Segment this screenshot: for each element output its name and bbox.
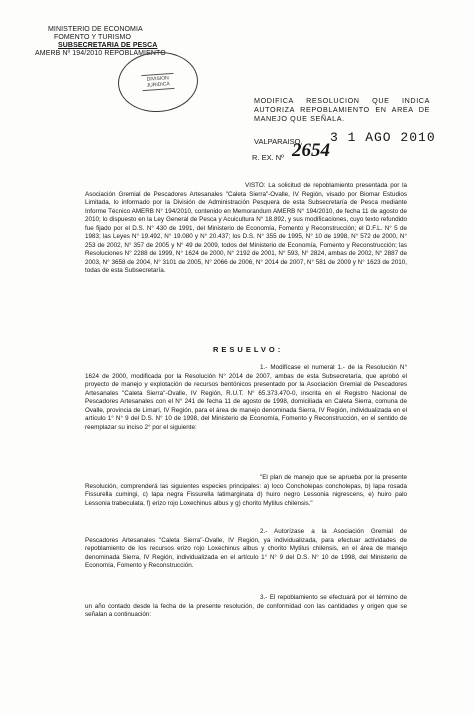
subsecretary-name: SUBSECRETARIA DE PESCA: [58, 42, 158, 49]
resolution-number: 2654: [292, 140, 330, 161]
reference-line: AMERB Nº 194/2010 REPOBLAMIENTO: [35, 50, 166, 57]
visto-paragraph: VISTO: La solicitud de repoblamiento presentada por la Asociación Gremial de Pescadores Artesanales "Caleta Sierra"-Ovalle, IV Región, visado por Biomar Estudios Limitada, lo informado por la División de Administración Pesquera de esta Subsecretaría de Pesca mediante Informe Técnico AMERB N° 194/2010, contenido en Memorandum AMERB N° 194/2010, de fecha 11 de agosto de 2010; lo dispuesto en la Ley General de Pesca y Acuicultura N° 18.892, y sus modificaciones, cuyo texto refundido fue fijado por el D.S. N° 430 de 1991, del Ministerio de Economía, Fomento y Reconstrucción; el D.F.L. N° 5 de 1983; las Leyes N° 19.492, N° 19.080 y N° 20.437; los D.S. N° 355 de 1995, N° 10 de 1998, N° 572 de 2000, N° 253 de 2002, N° 357 de 2005 y N° 49 de 2009, todos del Ministerio de Economía, Fomento y Reconstrucción; las Resoluciones N° 2288 de 1999, N° 1624 de 2000, N° 2192 de 2001, N° 593, N° 2824, ambas de 2002, N° 2887 de 2003, N° 3658 de 2004, N° 3101 de 2005, N° 2066 de 2006, N° 2014 de 2007, N° 581 de 2009 y N° 1623 de 2010, todas de esta Subsecretaría.: [85, 182, 407, 275]
resuelvo-heading: RESUELVO:: [213, 345, 284, 354]
stamp-line-1: DIVISION: [146, 75, 169, 83]
place-label: VALPARAISO,: [254, 137, 303, 146]
quoted-paragraph: "El plan de manejo que se aprueba por la presente Resolución, comprenderá las siguientes especies principales: a) loco Concholepas concholepas, b) lapa rosada Fissurella cumingi, c) lapa negra Fissurella latimarginata d) huiro negro Lessonia nigrescens, e) huiro palo Lessonia trabeculata, f) erizo rojo Loxechinus albus y g) chorito Mytilus chilensis.": [85, 474, 407, 507]
stamp-line-2: JURIDICA: [146, 81, 170, 89]
ministry-name: MINISTERIO DE ECONOMIA: [48, 26, 143, 33]
resolution-label: R. EX. Nº: [252, 153, 284, 162]
document-title: MODIFICA RESOLUCION QUE INDICA AUTORIZA REPOBLAMIENTO EN AREA DE MANEJO QUE SEÑALA.: [254, 96, 430, 123]
resolution-point-2: 2.- Autorízase a la Asociación Gremial de Pescadores Artesanales "Caleta Sierra"-Ovalle, IV Región, ya individualizada, para efectuar actividades de repoblamiento de los recursos erizo rojo Loxechinus albus y chorito Mytilus chilensis, en el área de manejo denominada Sierra, IV Región, individualizada en el artículo 1° N° 9 del D.S. N° 10 de 1998, del Ministerio de Economía, Fomento y Reconstrucción.: [85, 528, 407, 570]
resolution-point-1: 1.- Modifícase el numeral 1.- de la Resolución N° 1624 de 2000, modificada por la Resolución N° 2014 de 2007, ambas de esta Subsecretaría, que aprobó el proyecto de manejo y explotación de recursos bentónicos presentado por la Asociación Gremial de Pescadores Artesanales "Caleta Sierra"-Ovalle, IV Región, R.U.T. N° 65.373.470-0, inscrita en el Registro Nacional de Pescadores Artesanales con el N° 241 de fecha 11 de agosto de 1998, domiciliada en Caleta Sierra, comuna de Ovalle, provincia de Limarí, IV Región, para el área de manejo denominada Sierra, IV Región, individualizada en el artículo 1° N° 9 del D.S. N° 10 de 1998, del Ministerio de Economía, Fomento y Reconstrucción, en el sentido de reemplazar su inciso 2° por el siguiente:: [85, 364, 407, 431]
issue-date: 3 1 AGO 2010: [330, 130, 436, 145]
resolution-point-3: 3.- El repoblamiento se efectuará por el término de un año contado desde la fecha de la presente resolución, de conformidad con las cantidades y origen que se señalan a continuación:: [85, 594, 407, 619]
division-stamp: [116, 49, 200, 114]
ministry-department: FOMENTO Y TURISMO: [54, 34, 132, 41]
